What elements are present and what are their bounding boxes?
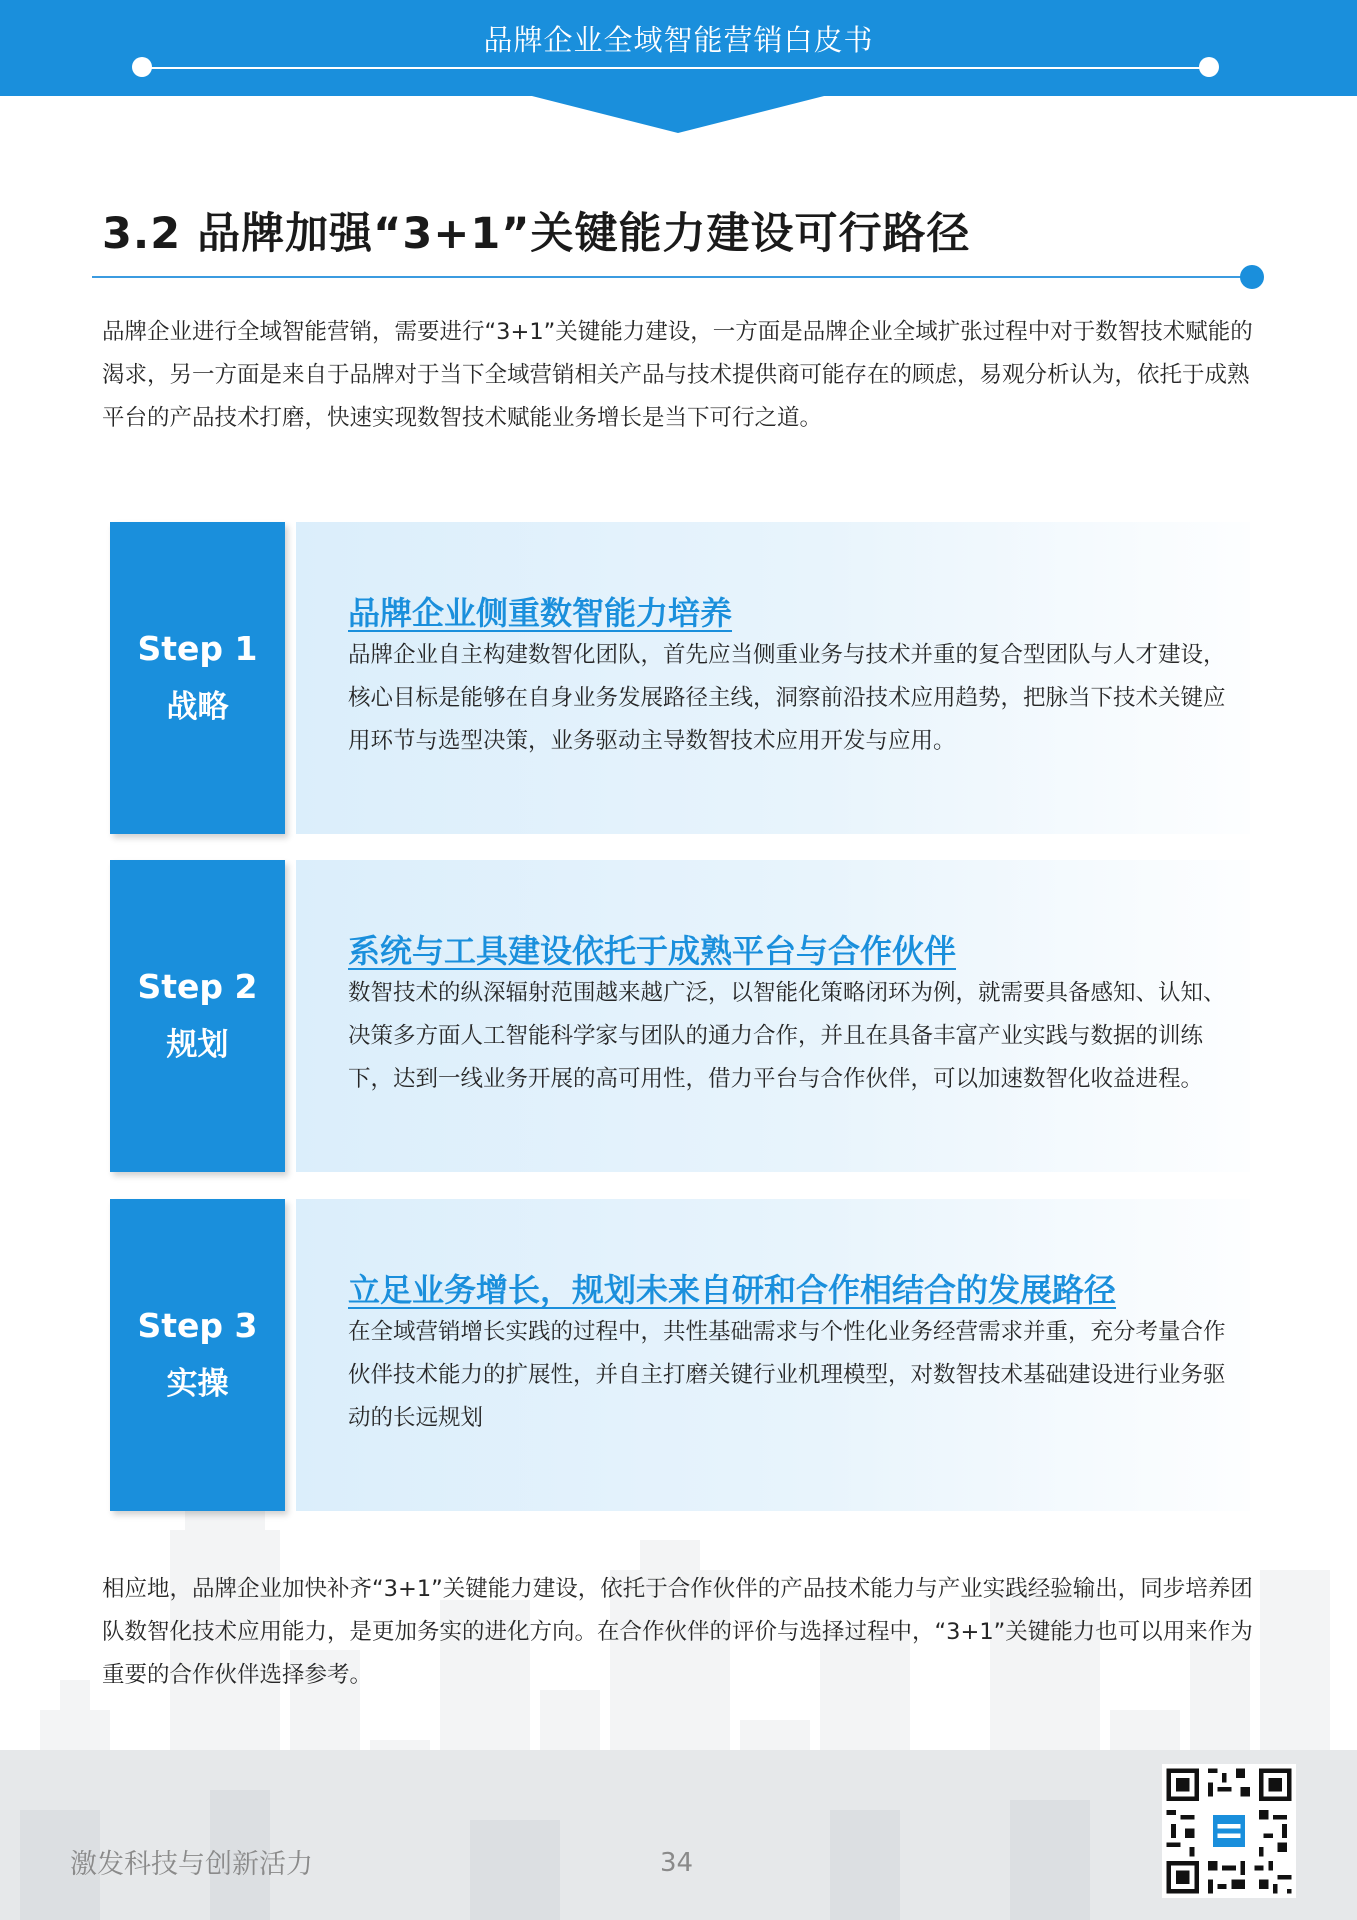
header-dot-left xyxy=(132,57,152,77)
step-heading: 品牌企业侧重数智能力培养 xyxy=(348,594,733,632)
step-card-2 xyxy=(110,860,1250,1172)
qr-code-icon xyxy=(1162,1764,1296,1898)
header-divider xyxy=(142,67,1210,69)
step-number: Step 2 xyxy=(137,967,258,1006)
step-heading: 系统与工具建设依托于成熟平台与合作伙伴 xyxy=(348,932,957,970)
page-header xyxy=(0,0,1357,96)
conclusion-paragraph: 相应地，品牌企业加快补齐“3+1”关键能力建设，依托于合作伙伴的产品技术能力与产业实践经验输出，同步培养团队数智化技术应用能力，是更加务实的进化方向。在合作伙伴的评价与选择过程中，“3+1”关键能力也可以用来作为重要的合作伙伴选择参考。 xyxy=(102,1576,1253,1688)
step-content-panel xyxy=(296,1199,1250,1511)
footer-slogan: 激发科技与创新活力 xyxy=(70,1849,313,1880)
header-notch xyxy=(528,95,828,133)
document-title: 品牌企业全域智能营销白皮书 xyxy=(483,23,874,57)
step-description: 数智技术的纵深辐射范围越来越广泛，以智能化策略闭环为例，就需要具备感知、认知、决策多方面人工智能科学家与团队的通力合作，并且在具备丰富产业实践与数据的训练下，达到一线业务开展的高可用性，借力平台与合作伙伴，可以加速数智化收益进程。 xyxy=(348,980,1226,1092)
title-rule-dot xyxy=(1240,265,1264,289)
step-number: Step 1 xyxy=(137,629,258,668)
step-number: Step 3 xyxy=(137,1306,258,1345)
step-label-box xyxy=(110,1199,285,1511)
section-title: 3.2 品牌加强“3+1”关键能力建设可行路径 xyxy=(102,209,971,259)
step-card-3 xyxy=(110,1199,1250,1511)
header-dot-right xyxy=(1199,57,1219,77)
step-phase: 规划 xyxy=(166,1027,229,1063)
step-description: 在全域营销增长实践的过程中，共性基础需求与个性化业务经营需求并重，充分考量合作伙伴技术能力的扩展性，并自主打磨关键行业机理模型，对数智技术基础建设进行业务驱动的长远规划 xyxy=(348,1319,1226,1431)
step-description: 品牌企业自主构建数智化团队，首先应当侧重业务与技术并重的复合型团队与人才建设，核心目标是能够在自身业务发展路径主线，洞察前沿技术应用趋势，把脉当下技术关键应用环节与选型决策，业务驱动主导数智技术应用开发与应用。 xyxy=(348,642,1226,754)
step-label-box xyxy=(110,860,285,1172)
step-phase: 实操 xyxy=(166,1366,229,1402)
step-card-1 xyxy=(110,522,1250,834)
step-heading: 立足业务增长，规划未来自研和合作相结合的发展路径 xyxy=(348,1271,1117,1309)
step-label-box xyxy=(110,522,285,834)
title-underline xyxy=(92,276,1250,278)
step-phase: 战略 xyxy=(166,689,229,725)
step-content-panel xyxy=(296,522,1250,834)
intro-paragraph: 品牌企业进行全域智能营销，需要进行“3+1”关键能力建设，一方面是品牌企业全域扩张过程中对于数智技术赋能的渴求，另一方面是来自于品牌对于当下全域营销相关产品与技术提供商可能存在的顾虑，易观分析认为，依托于成熟平台的产品技术打磨，快速实现数智技术赋能业务增长是当下可行之道。 xyxy=(102,319,1253,431)
page-number: 34 xyxy=(660,1848,694,1878)
step-content-panel xyxy=(296,860,1250,1172)
